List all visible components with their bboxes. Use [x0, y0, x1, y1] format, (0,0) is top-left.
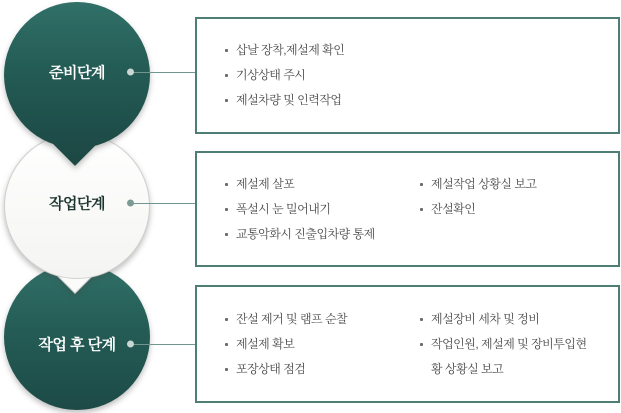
stage1-connector-line: [131, 72, 195, 73]
bullet-icon: [420, 343, 423, 346]
bullet-icon: [225, 208, 228, 211]
list-item: [225, 357, 420, 382]
stage2-connector-line: [131, 203, 195, 204]
bullet-icon: [225, 318, 228, 321]
list-item-text: 삽날 장착,제설제 확인: [236, 43, 345, 57]
list-item-text: 제설제 살포: [236, 176, 295, 191]
list-item-text: 잔설확인: [431, 201, 476, 216]
stage3-detail-box: [195, 285, 620, 403]
stage3-connector-line: [131, 344, 195, 345]
stage2-label: 작업단계: [49, 195, 105, 213]
bullet-icon: [225, 49, 228, 52]
list-item: [225, 38, 420, 63]
bullet-icon: [225, 343, 228, 346]
list-item-text: 폭설시 눈 밀어내기: [236, 201, 331, 216]
list-item-text: 기상상태 주시: [236, 68, 306, 82]
stage3-label: 작업 후 단계: [38, 336, 116, 354]
bullet-icon: [225, 74, 228, 77]
list-item-text: 포장상태 점검: [236, 361, 306, 376]
list-item: [225, 332, 420, 357]
list-item: [420, 172, 588, 197]
stage2-checklist-col1: [225, 172, 420, 247]
list-item-text: 제설장비 세차 및 정비: [431, 311, 540, 326]
list-item: [420, 307, 588, 332]
stage3-connector-dot-icon: [127, 341, 134, 348]
stage1-label: 준비단계: [49, 64, 105, 82]
stage1-detail-box: [195, 17, 620, 134]
list-item: [225, 88, 420, 113]
stage2-checklist-col2: [420, 172, 588, 222]
list-item: [225, 222, 420, 247]
list-item: [420, 197, 588, 222]
list-item-text: 제설차량 및 인력작업: [236, 93, 342, 107]
list-item-text: 교통악화시 진출입차량 통제: [236, 226, 375, 241]
list-item: [225, 307, 420, 332]
list-item: [420, 332, 588, 382]
stage3-checklist-col1: [225, 307, 420, 382]
list-item-text: 잔설 제거 및 램프 순찰: [236, 311, 348, 326]
list-item-text: 작업인원, 제설제 및 장비투입현황 상황실 보고: [431, 336, 587, 376]
stage3-checklist-col2: [420, 307, 588, 382]
stage1-checklist: [225, 38, 420, 113]
bullet-icon: [225, 233, 228, 236]
bullet-icon: [225, 183, 228, 186]
bullet-icon: [420, 183, 423, 186]
stage2-detail-box: [195, 151, 620, 267]
bullet-icon: [420, 208, 423, 211]
list-item: [225, 63, 420, 88]
bullet-icon: [225, 99, 228, 102]
stage1-connector-dot-icon: [127, 69, 134, 76]
stage2-connector-dot-icon: [127, 200, 134, 207]
bullet-icon: [420, 318, 423, 321]
list-item: [225, 197, 420, 222]
bullet-icon: [225, 368, 228, 371]
list-item-text: 제설제 확보: [236, 336, 295, 351]
list-item-text: 제설작업 상황실 보고: [431, 176, 537, 191]
list-item: [225, 172, 420, 197]
